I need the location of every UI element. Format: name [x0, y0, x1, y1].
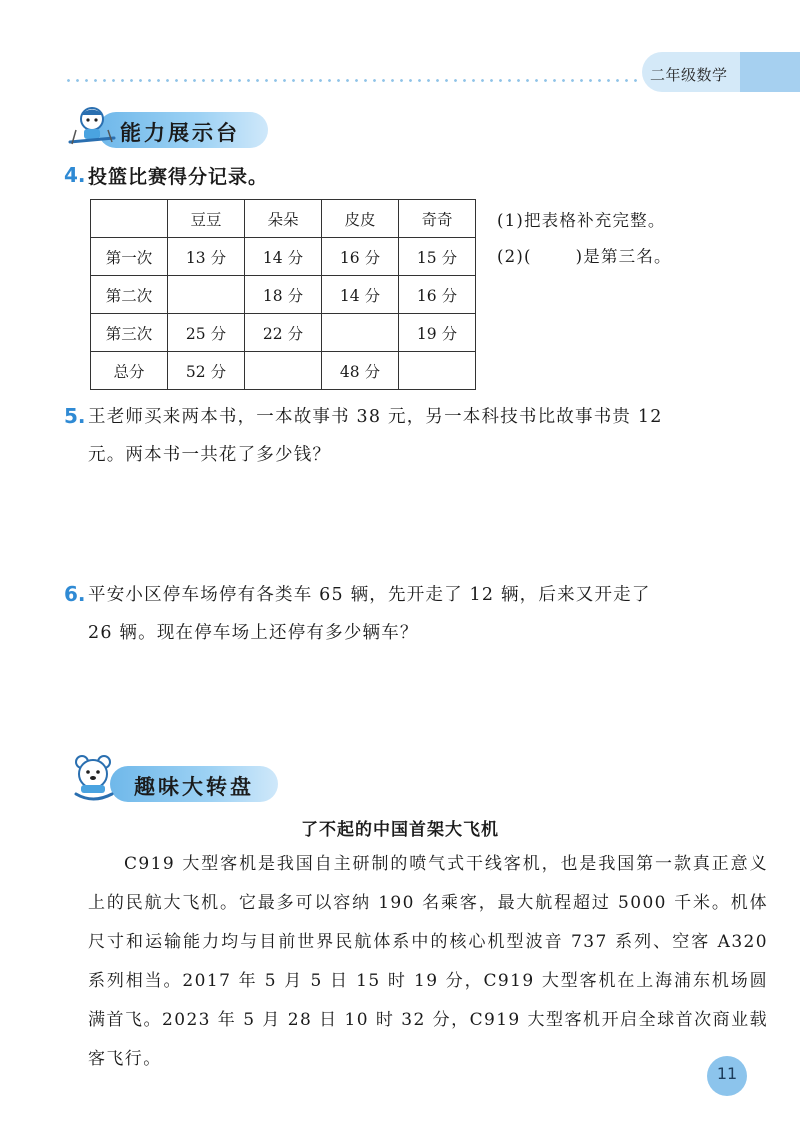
table-cell: 52 分 [168, 352, 245, 390]
score-table [90, 199, 476, 390]
grade-label: 二年级数学 [650, 66, 728, 84]
table-cell: 14 分 [245, 238, 322, 276]
table-cell: 48 分 [322, 352, 399, 390]
table-row [91, 352, 476, 390]
table-cell: 皮皮 [322, 200, 399, 238]
reading-title: 了不起的中国首架大飞机 [301, 820, 499, 840]
table-cell: 19 分 [399, 314, 476, 352]
table-cell: 总分 [91, 352, 168, 390]
table-cell: 奇奇 [399, 200, 476, 238]
table-row [91, 314, 476, 352]
table-cell: 16 分 [322, 238, 399, 276]
sub-2-suffix: )是第三名。 [575, 247, 672, 266]
header-dotted-line [64, 79, 642, 82]
table-cell: 15 分 [399, 238, 476, 276]
question-4-sub-1: (1)把表格补充完整。 [497, 211, 666, 230]
table-header-row [91, 200, 476, 238]
reading-paragraph-text: C919 大型客机是我国自主研制的喷气式干线客机，也是我国第一款真正意义上的民航大飞机。它最多可以容纳 190 名乘客，最大航程超过 5000 千米。机体尺寸和运输能力均与目前世界民航体系中的核心机型波音 737 系列、空客 A320 系列相当。2017 年 5 月 5 日 15 时 19 分，C919 大型客机在上海浦东机场圆满首飞。2023 年 5 月 28 日 10 时 32 分，C919 大型客机开启全球首次商业载客飞行。 [88, 854, 768, 1069]
table-cell: 22 分 [245, 314, 322, 352]
question-4-title: 投篮比赛得分记录。 [88, 166, 269, 188]
question-number-4: 4. [64, 163, 86, 187]
table-cell-blank [399, 352, 476, 390]
section-title-ability: 能力展示台 [120, 121, 240, 145]
table-cell: 25 分 [168, 314, 245, 352]
table-cell: 第二次 [91, 276, 168, 314]
table-cell [91, 200, 168, 238]
question-5-line-2: 元。两本书一共花了多少钱？ [88, 445, 332, 465]
page-number: 11 [716, 1064, 738, 1083]
sub-2-prefix: (2)( [497, 247, 532, 266]
grade-tab-cap [740, 52, 800, 92]
question-4-sub-2 [497, 243, 672, 267]
table-cell: 16 分 [399, 276, 476, 314]
table-cell: 13 分 [168, 238, 245, 276]
table-cell-blank [322, 314, 399, 352]
table-cell: 第三次 [91, 314, 168, 352]
table-cell: 朵朵 [245, 200, 322, 238]
table-cell-blank [245, 352, 322, 390]
question-5-line-1: 王老师买来两本书，一本故事书 38 元，另一本科技书比故事书贵 12 [88, 407, 663, 427]
section-title-fun: 趣味大转盘 [134, 775, 254, 799]
table-cell: 第一次 [91, 238, 168, 276]
table-cell: 14 分 [322, 276, 399, 314]
table-cell: 豆豆 [168, 200, 245, 238]
skier-mascot-icon [66, 104, 118, 148]
reading-paragraph [88, 845, 768, 1079]
bear-mascot-icon [64, 752, 124, 806]
table-cell: 18 分 [245, 276, 322, 314]
table-row [91, 276, 476, 314]
question-number-5: 5. [64, 404, 86, 428]
question-6-line-2: 26 辆。现在停车场上还停有多少辆车？ [88, 623, 419, 643]
question-number-6: 6. [64, 582, 86, 606]
question-6-line-1: 平安小区停车场停有各类车 65 辆，先开走了 12 辆，后来又开走了 [88, 585, 651, 605]
table-row [91, 238, 476, 276]
table-cell-blank [168, 276, 245, 314]
